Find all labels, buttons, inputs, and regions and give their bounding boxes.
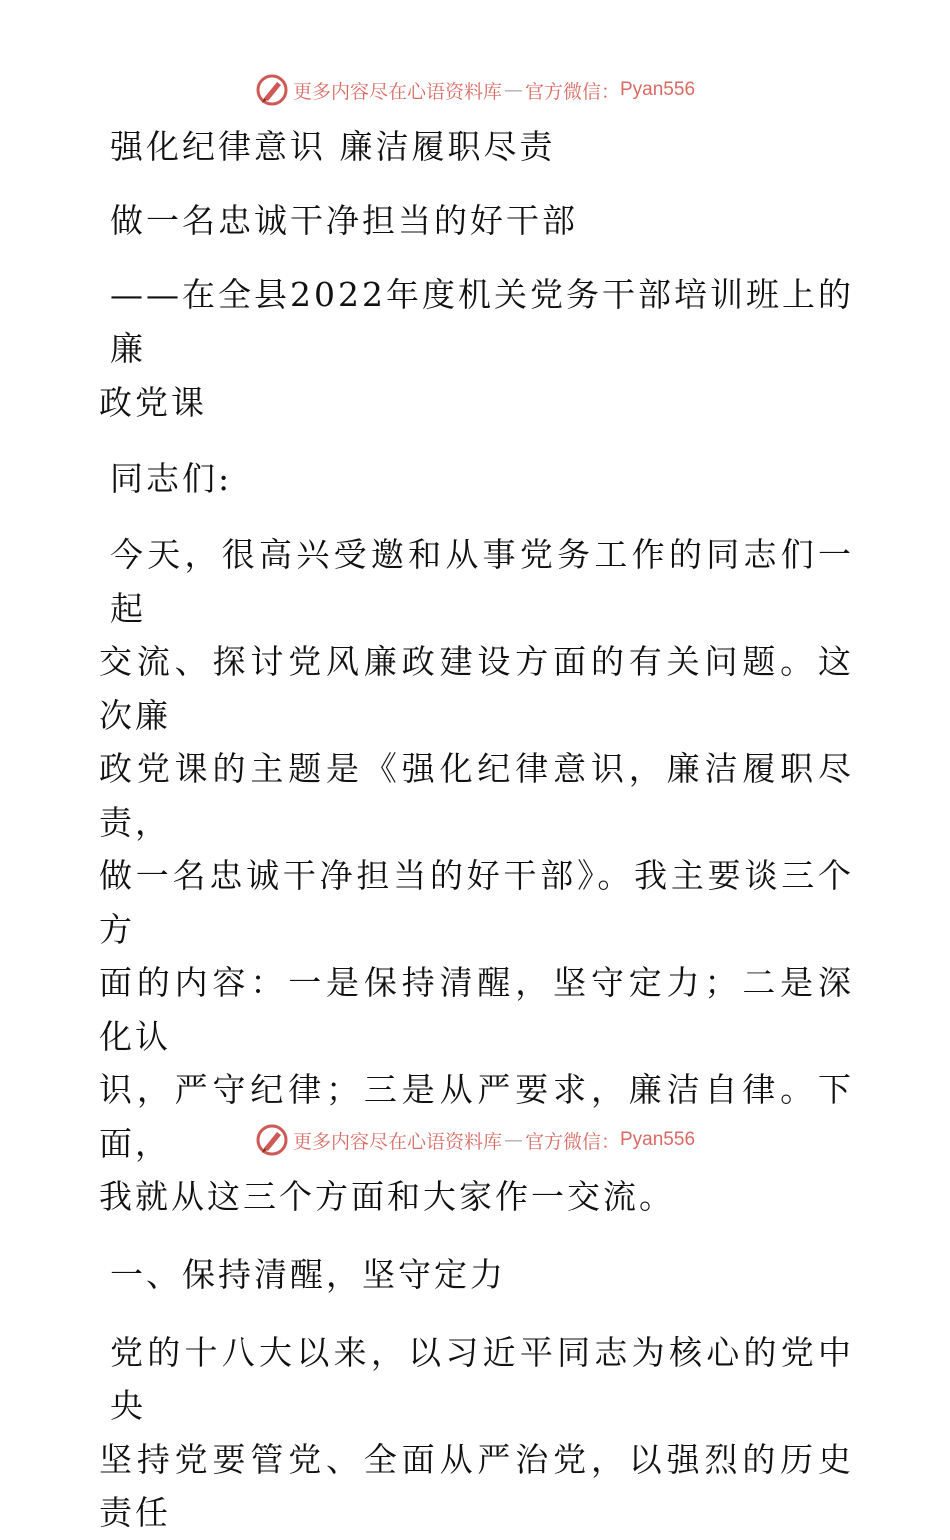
- title-line-2: 做一名忠诚干净担当的好干部: [110, 201, 578, 240]
- intro-line: 政党课的主题是《强化纪律意识，廉洁履职尽责，: [99, 749, 854, 842]
- pen-logo-icon: [255, 73, 289, 107]
- section-1-line: 党的十八大以来，以习近平同志为核心的党中央: [110, 1332, 854, 1425]
- section-1-line: 坚持党要管党、全面从严治党，以强烈的历史责任: [99, 1439, 854, 1532]
- watermark-dash: —: [503, 1129, 523, 1151]
- watermark-account: Pyan556: [620, 79, 696, 100]
- watermark-header: [0, 70, 950, 110]
- intro-line: 交流、探讨党风廉政建设方面的有关问题。这次廉: [99, 642, 854, 735]
- salutation: 同志们:: [110, 459, 233, 498]
- document-body: [99, 120, 854, 1540]
- watermark-brand: 更多内容尽在心语资料库: [292, 1130, 502, 1153]
- watermark-footer: [0, 1120, 950, 1160]
- title-line-1: 强化纪律意识 廉洁履职尽责: [110, 127, 556, 166]
- section-1-paragraph: [99, 1326, 854, 1540]
- watermark-dash: —: [503, 79, 523, 101]
- watermark-official: 官方微信：: [524, 1130, 620, 1153]
- pen-logo-icon: [255, 1123, 289, 1157]
- intro-line: 今天，很高兴受邀和从事党务工作的同志们一起: [110, 535, 854, 628]
- section-1-heading: 一、保持清醒，坚守定力: [110, 1254, 506, 1294]
- watermark-brand: 更多内容尽在心语资料库: [292, 80, 502, 103]
- watermark-official: 官方微信：: [524, 80, 620, 103]
- subtitle-line-2: 政党课: [99, 383, 207, 422]
- intro-line: 识，严守纪律；三是从严要求，廉洁自律。下面，: [99, 1070, 854, 1163]
- watermark-account: Pyan556: [620, 1129, 696, 1150]
- subtitle-line-1: ——在全县2022年度机关党务干部培训班上的廉: [110, 275, 854, 368]
- intro-line: 面的内容：一是保持清醒，坚守定力；二是深化认: [99, 963, 854, 1056]
- intro-line: 做一名忠诚干净担当的好干部》。我主要谈三个方: [99, 856, 854, 949]
- intro-line: 我就从这三个方面和大家作一交流。: [99, 1177, 675, 1216]
